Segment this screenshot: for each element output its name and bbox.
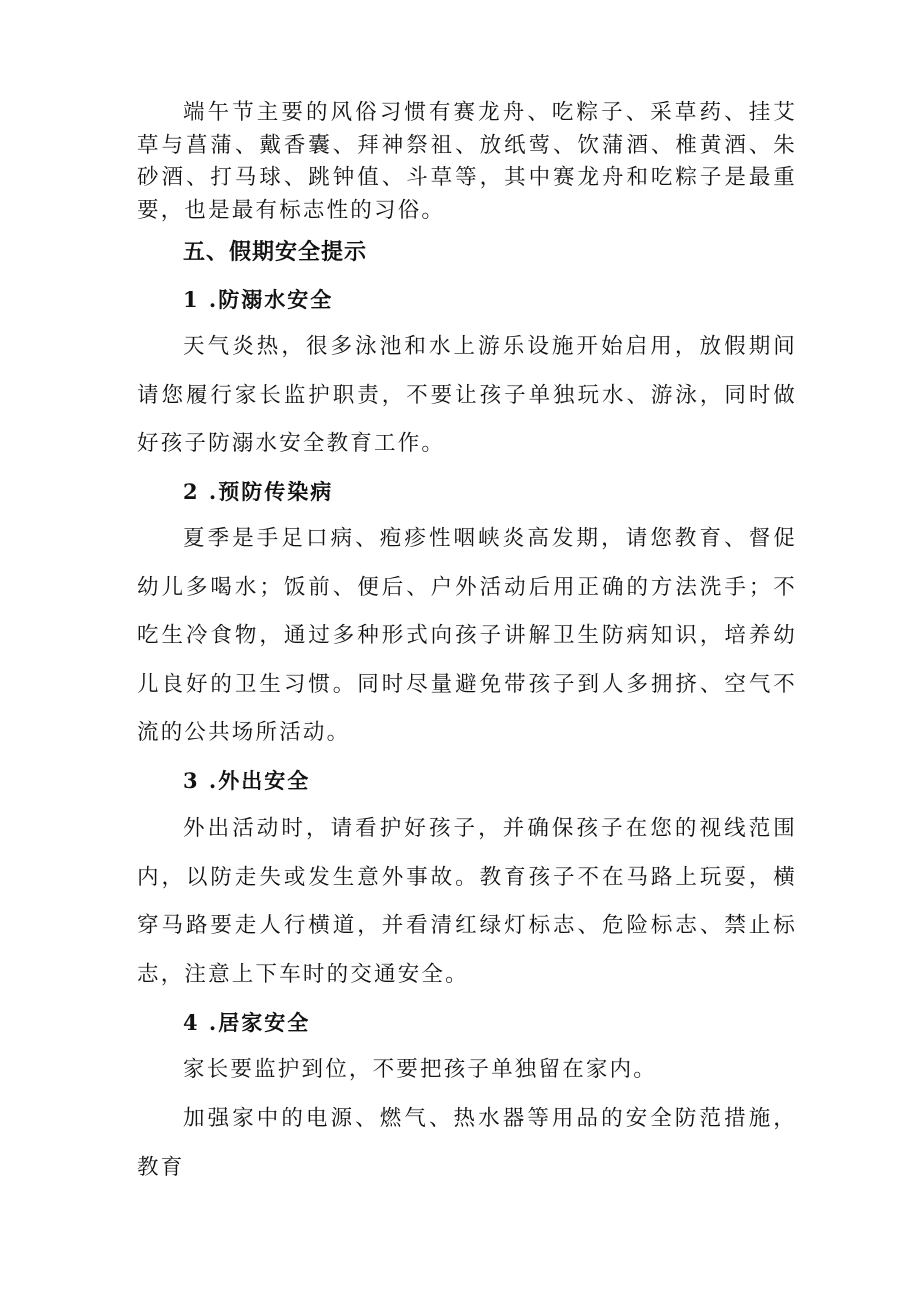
item-2-title: 2 .预防传染病 bbox=[183, 479, 334, 504]
item-3-paragraph: 外出活动时，请看护好孩子，并确保孩子在您的视线范围内，以防走失或发生意外事故。教育孩子不在马路上玩耍，横穿马路要走人行横道，并看清红绿灯标志、危险标志、禁止标志，注意上下车时的交通安全。 bbox=[137, 816, 797, 987]
item-4-paragraph-1: 家长要监护到位，不要把孩子单独留在家内。 bbox=[183, 1057, 658, 1082]
item-4-paragraph-2: 加强家中的电源、燃气、热水器等用品的安全防范措施，教育 bbox=[137, 1106, 797, 1180]
section-heading: 五、假期安全提示 bbox=[183, 240, 368, 265]
item-3-title: 3 .外出安全 bbox=[183, 768, 311, 793]
item-2-paragraph: 夏季是手足口病、疱疹性咽峡炎高发期，请您教育、督促幼儿多喝水；饭前、便后、户外活动后用正确的方法洗手；不吃生冷食物，通过多种形式向孩子讲解卫生防病知识，培养幼儿良好的卫生习惯。同时尽量避免带孩子到人多拥挤、空气不流的公共场所活动。 bbox=[137, 526, 797, 745]
item-4-title: 4 .居家安全 bbox=[183, 1010, 311, 1035]
intro-paragraph: 端午节主要的风俗习惯有赛龙舟、吃粽子、采草药、挂艾草与菖蒲、戴香囊、拜神祭祖、放纸莺、饮蒲酒、椎黄酒、朱砂酒、打马球、跳钟值、斗草等，其中赛龙舟和吃粽子是最重要，也是最有标志性的习俗。 bbox=[137, 100, 797, 223]
item-1-title: 1 .防溺水安全 bbox=[183, 287, 334, 312]
item-1-paragraph: 天气炎热，很多泳池和水上游乐设施开始启用，放假期间请您履行家长监护职责，不要让孩子单独玩水、游泳，同时做好孩子防溺水安全教育工作。 bbox=[137, 334, 797, 456]
